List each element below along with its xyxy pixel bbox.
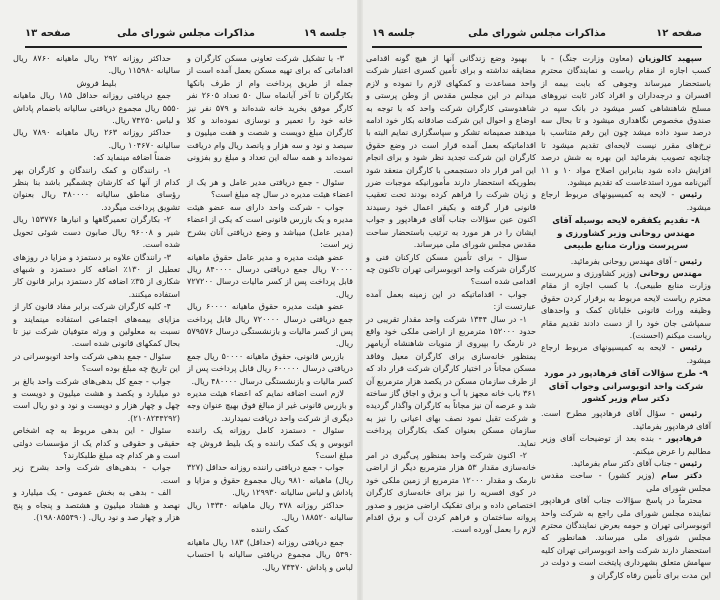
speech-text: (معاون وزارت جنگ) - با کسب اجازه از مقام ریاست و نمایندگان محترم باستحضار میرساند وجوهی که بابت بیمه از افسران و درجه‌داران و افراد کادر ثابت نیروهای مسلح شاهنشاهی کسر میشود در بانک سپه در صندوق مخصوص نگاهداری میشود و تا بحال سه درصد سود داده میشد چون این رقم متناسب با نرخ‌های مقرر نیست لایحه‌ای تقدیم میشود تا چنانچه تصویب بفرمائید این بهره به شش درصد افزایش داده شود بنابراین اصلاح مواد ۱۰ و ۱۱ آئین‌نامه مورد استدعاست که تقدیم میشود. xyxy=(541,53,711,188)
subheading: بلیط فروش xyxy=(76,77,117,88)
paragraph: جواب - جمع دریافتی راننده روزانه حداقل (۳۲۷ ریال) ماهیانه ۹۸۱۰ ریال مجموع حقوق و مزایا و پاداش و لباس سالیانه ۱۲۹۹۳۰ ریال. xyxy=(187,462,353,498)
paragraph: جمع دریافتی روزانه (حداقل) ۱۸۳ ریال ماهیانه ۵۴۹۰ ریال مجموع دریافتی سالیانه با احتساب لباس و پاداش ۷۳۴۷۰ ریال. xyxy=(187,536,353,572)
paragraph: سؤال - برای تأمین مسکن کارکنان فنی و کارگران شرکت واحد اتوبوسرانی تهران تاکنون چه اقدامی شده است؟ xyxy=(366,251,536,287)
paragraph: ۱- رانندگان و کمک رانندگان و کارگران بهر کدام از آنها که کارشان چشمگیر باشد بنا بنظر رؤسای مناطق سالیانه ۴۸۰۰۰۰ ریال بعنوان تشویق پرداخت میگردد. xyxy=(13,164,180,212)
paragraph: سئوال - جمع دریافتی مدیر عامل و هر یک از اعضاء هیئت مدیره در سال چه مبلغ است؟ xyxy=(187,177,353,200)
header-rule xyxy=(372,46,702,48)
paragraph: لازم است اضافه نمایم که اعضاء هیئت مدیره و بازرس قانونی غیر از مبالغ فوق بهیچ عنوان وجه دیگری از شرکت واحد دریافت نمیدارند. xyxy=(187,387,353,423)
speech-text: - بنده بعد از توضیحات آقای وزیر مطالبم را عرض میکنم. xyxy=(541,433,711,456)
speaker-name: مهندس روحانی xyxy=(639,267,702,278)
speech-text: - جناب آقای دکتر سام بفرمائید. xyxy=(570,458,680,468)
paragraph: الف - بدهی به بخش عمومی - یک میلیارد و نهصد و هشتاد میلیون و هشتصد و پنجاه و پنج هزار و چهار صد و نود ریال. (۱۹۸۰۸۵۵۴۹۰). xyxy=(13,487,180,523)
page-gutter xyxy=(357,0,363,600)
speaker-name: دکتر سام xyxy=(661,470,703,481)
speaker-paragraph xyxy=(541,255,711,267)
speaker-name: سپهبد کالوزیان xyxy=(638,53,702,63)
paragraph: حداکثر روزانه ۴۷۸ ریال ماهیانه ۱۴۳۴۰ ریال سالیانه ۱۸۸۵۲۰ ریال. xyxy=(187,499,353,523)
paragraph: بازرس قانونی، حقوق ماهیانه ۵۰۰۰۰ ریال جمع دریافتی درسال ۶۰۰۰۰۰ ریال قابل پرداخت پس از کسر مالیات و بازنشستگی درسال ۴۸۰۰۰۰ ریال. xyxy=(187,350,353,386)
section-heading: ۹- طرح سؤالات آقای فرهادپور در مورد شرکت واحد اتوبوسرانی وجواب آقای دکتر سام وزیر کشور xyxy=(544,369,708,404)
speech-text: (وزیر کشور) - ساحت مقدس مجلس شورای ملی xyxy=(541,470,711,493)
paragraph: حداکثر روزانه ۲۹۲ ریال ماهیانه ۸۷۶۰ ریال سالیانه ۱۱۵۹۸۰ ریال. xyxy=(13,53,180,76)
speech-text: - آقای مهندس روحانی بفرمائید. xyxy=(570,255,680,266)
speaker-paragraph xyxy=(541,469,711,494)
paragraph: ضمناً اضافه مینماید که: xyxy=(93,152,171,163)
paragraph: جواب - بدهی‌های شرکت واحد بشرح زیر است. xyxy=(13,462,180,485)
paragraph: محترماً در پاسخ سؤالات جناب آقای فرهادپور نماینده مجلس شورای ملی راجع به شرکت واحد اتوبوسرانی تهران و حومه بعرض نمایندگان محترم مجلس شورای ملی میرساند. همانطور که استحضار دارند شرکت واحد اتوبوسرانی تهران کلیه سهامش متعلق بشهرداری پایتخت است و دولت در این مدت برای تأمین رفاه کارگران و xyxy=(541,495,711,580)
paragraph: ۳- با تشکیل شرکت تعاونی مسکن کارگران و اقداماتی که برای تهیه مسکن بعمل آمده است از جمله از طریق پرداخت وام از طرف بانکها بکارگران تا آخر آبانماه سال ۵۰ تعداد ۲۶۰۵ نفر کارگر موفق بخرید خانه شده‌اند و ۵۷۹ نفر نیز خانه خود را تعمیر و نوسازی نموده‌اند و کلا کارگران مبلغ دویست و شصت و هفت میلیون و سیصد و نود و سه هزار و پانصد ریال وام دریافت نموده‌اند و همه ساله این تعداد و مبلغ رو بفزونی است. xyxy=(187,53,354,175)
speaker-name: رئیس xyxy=(679,255,702,266)
paragraph: ۲- بکارگران تعمیرگاهها و انبارها ۱۵۳۷۷۶ ریال شیر و ۹۶۰۰۸ ریال صابون دست شوئی تحویل شده است. xyxy=(13,214,180,250)
speaker-name: رئیس xyxy=(679,189,702,200)
page-header xyxy=(25,24,347,44)
right-page xyxy=(360,0,720,600)
paragraph: ۳- رانندگان علاوه بر دستمزد و مزایا در روزهای تعطیل از ۱۳۰٪ اضافه کار دستمزد و شبهای شکاری از ۳۵٪ اضافه کار دستمزد برابر قانون کار استفاده میکنند. xyxy=(13,251,181,299)
text-column xyxy=(366,52,536,536)
speaker-paragraph xyxy=(541,52,711,188)
speaker-paragraph xyxy=(541,188,711,213)
paragraph: جواب - جمع کل بدهی‌های شرکت واحد بالغ بر دو میلیارد و یکصد و هشت میلیون و دویست و چهل و چهار هزار و دویست و نود و دو ریال است (۲۱۰۸۲۴۴۲۹۲). xyxy=(13,375,180,423)
paragraph: ۱- در سال ۱۳۴۴ شرکت واحد مقدار تقریبی در حدود ۱۵۲۰۰۰ مترمربع از اراضی ملکی خود واقع در نارمک را بپیروی از منویات شاهنشاه آریامهر بمنظور خانه‌سازی برای کارگران معیل وفاقد مسکن مجاناً در اختیار کارگران شرکت قرار داد که از طرف سازمان مسکن در یکصد هزار مترمربع آن ۳۶۱ باب خانه مجهز با آب و برق و اجاق گاز ساخته شد و عرصه آن نیز مجاناً به کارگران واگذار گردیده و شرکت تقبل نمود نصف بهای اعیانی را نیز به سازمان مسکن بعنوان کمک بکارگران پرداخت نماید. xyxy=(366,313,536,448)
speaker-paragraph xyxy=(541,457,711,469)
paragraph: عضو هیئت مدیره حقوق ماهیانه ۶۰۰۰۰ ریال جمع دریافتی درسال ۷۲۰۰۰۰ ریال قابل پرداخت پس از کسر مالیات و بازنشستگی درسال ۵۷۹۵۷۶ ریال. xyxy=(187,301,354,349)
paragraph: سئوال - جمع بدهی شرکت واحد اتوبوسرانی در این تاریخ چه مبلغ بوده است؟ xyxy=(13,350,180,374)
section-heading: ۸- تقدیم یکفقره لایحه بوسیله آقای مهندس روحانی وزیر کشاورزی و سرپرست وزارت منابع طبیعی xyxy=(552,216,700,252)
text-column xyxy=(13,52,180,523)
text-column xyxy=(187,52,353,573)
speech-text: - لایحه به کمیسیونهای مربوط ارجاع میشود. xyxy=(541,189,711,212)
speaker-name: رئیس xyxy=(679,342,702,353)
speaker-paragraph xyxy=(541,407,711,432)
paragraph: ۴- کلیه کارگران شرکت برابر مفاد قانون کار از مزایای بیمه‌های اجتماعی استفاده مینمایند و نسبت به معلولین و ورثه متوفیان شرکت نیز تا بحال کمکهای قانونی شده است. xyxy=(13,301,180,349)
paragraph: بهبود وضع زندگانی آنها از هیچ گونه اقدامی مضایقه نداشته و برای تأمین کسری اعتبار شرکت واحد مساعدت و کمکهای لازم را نموده و لازم میدانم در این مجلس مقدس از وطن پرستی و شاهدوستی کارگران شرکت واحد که با توجه به اوضاع و احوال این شرکت صادقانه بکار خود ادامه میدهند صمیمانه تشکر و سپاسگزاری نمایم البته با اقداماتیکه بعمل آمده قرار است در وضع حقوق کارگران این شرکت تجدید نظر شود و برای انجام این امر قرار داد دستجمعی با کارگران منعقد شود بطوریکه استحضار دارند مأمورانیکه موجبات ضرر و زیان شرکت را فراهم کرده بودند تحت تعقیب قانونی قرار گرفته و بکیفر اعمال خود رسیدند اکنون عین سؤالات جناب آقای فرهادپور و جواب ایشان را در هر مورد به ترتیب باستحضار ساحت مقدس مجلس شورای ملی میرساند. xyxy=(366,53,536,250)
running-title: مذاکرات مجلس شورای ملی xyxy=(468,28,606,39)
page-header xyxy=(372,24,702,44)
speaker-name: فرهادپور xyxy=(666,433,702,444)
speech-text: - لایحه به کمیسیونهای مربوط ارجاع میشود. xyxy=(541,342,711,365)
speaker-name: رئیس xyxy=(679,408,702,419)
page-number: صفحه ۱۲ xyxy=(656,28,702,39)
paragraph: حداکثر روزانه ۲۶۳ ریال ماهیانه ۷۸۹۰ ریال سالیانه ۱۰۴۶۷۰ ریال. xyxy=(13,127,180,150)
speaker-paragraph xyxy=(541,341,711,366)
paragraph: جواب - شرکت واحد دارای سه عضو هیئت مدیره و یک بازرس قانونی است که یکی از اعضاء (مدیر عامل) میباشد و وضع دریافتی آنان بشرح زیر است: xyxy=(187,201,353,250)
speech-text: (وزیر کشاورزی و سرپرست وزارت منابع طبیعی). با کسب اجازه از مقام محترم ریاست لایحه مربوط به برقرار کردن حقوق وظیفه وراث قانونی خلبانان کمک و واحدهای سمپاشی جان خود را از دست دادند تقدیم مقام ریاست میکنم (احسنت). xyxy=(541,267,711,340)
page-number: صفحه ۱۳ xyxy=(25,28,71,39)
paragraph: سئوال - این بدهی مربوط به چه اشخاص حقیقی و حقوقی و کدام یک از مؤسسات دولتی است و هر کدام چه مبلغ طلبکارند؟ xyxy=(13,425,180,460)
running-title: مذاکرات مجلس شورای ملی xyxy=(117,28,255,39)
speech-text: - سؤال آقای فرهادپور مطرح است. آقای فرهادپور بفرمائید. xyxy=(541,408,711,431)
header-rule xyxy=(25,46,347,48)
paragraph: جمع دریافتی روزانه حداقل ۱۸۵ ریال ماهیانه ۵۵۵۰ ریال مجموع دریافتی سالیانه باضمام پاداش و لباس ۷۴۲۵۰ ریال. xyxy=(13,90,180,126)
session-number: جلسه ۱۹ xyxy=(372,28,416,39)
session-number: جلسه ۱۹ xyxy=(303,28,347,39)
speaker-paragraph xyxy=(541,267,711,341)
paragraph: جواب - اقداماتیکه در این زمینه بعمل آمده عبارتست از: xyxy=(366,288,536,312)
paragraph: ۲- اکنون شرکت واحد بمنظور پی‌گیری در امر خانه‌سازی مقدار ۵۳ هزار مترمربع دیگر از اراضی نارمک و مقدار ۱۲۰۰۰ مترمربع از زمین ملکی خود در کوی افسریه را نیز برای خانه‌سازی کارگران اختصاص داده و برای تفکیک اراضی مزبور و صدور پروانه ساختمان و فراهم کردن آب و برق اقدام لازم را بعمل آورده است. xyxy=(366,450,536,535)
speaker-name: رئیس xyxy=(679,458,702,468)
text-column xyxy=(541,52,711,581)
paragraph: سئوال - دستمزد کامل روزانه یک راننده اتوبوس و یک کمک راننده و یک بلیط فروش چه مبلغ است؟ xyxy=(187,425,353,460)
subheading: کمک راننده xyxy=(251,524,289,535)
speaker-paragraph xyxy=(541,432,711,457)
paragraph: عضو هیئت مدیره و مدیر عامل حقوق ماهیانه ۷۰۰۰۰ ریال جمع دریافتی درسال ۸۴۰۰۰۰ ریال قابل پرداخت پس از کسر مالیات درسال ۷۲۷۲۰۰ ریال. xyxy=(187,251,353,299)
